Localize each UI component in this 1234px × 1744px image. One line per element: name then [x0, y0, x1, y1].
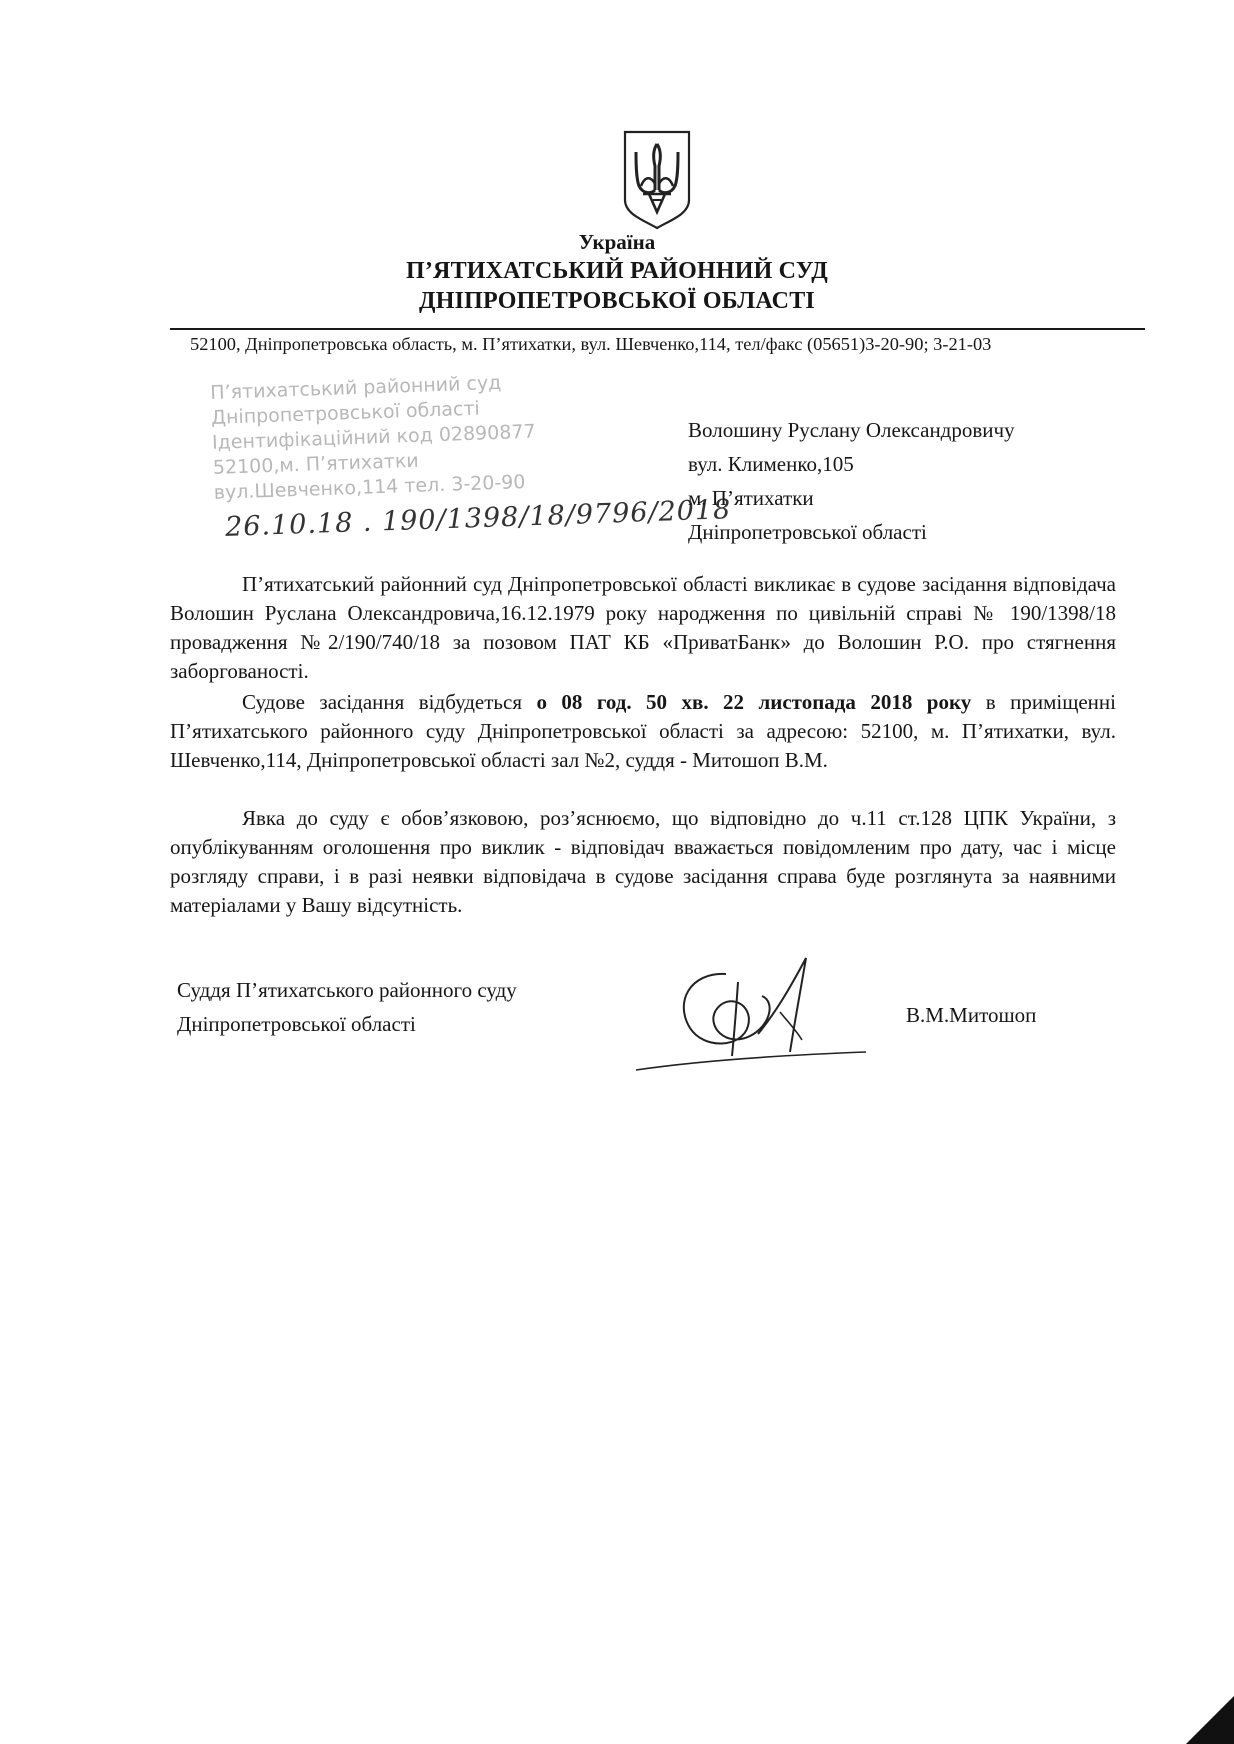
signer-title-line1: Суддя П’ятихатського районного суду	[177, 978, 517, 1002]
stamp-line: Ідентифікаційний код 02890877	[211, 420, 536, 454]
paragraph-text: Явка до суду є обов’язковою, роз’яснюємо, що відповідно до ч.11 ст.128 ЦПК України, з опублікуванням оголошення про виклик - відповідач вважається повідомленим про дату, час і місце розгляду справи, і в разі неявки відповідача в судове засідання справа буде розглянута за наявними матеріалами у Вашу відсутність.	[170, 806, 1116, 917]
recipient-name: Волошину Руслану Олександровичу	[688, 418, 1015, 442]
recipient-block	[688, 413, 1015, 549]
recipient-region: Дніпропетровської області	[688, 520, 927, 544]
recipient-street: вул. Клименко,105	[688, 452, 854, 476]
recipient-city: м. П’ятихатки	[688, 486, 814, 510]
signer-name: В.М.Митошоп	[906, 1003, 1037, 1027]
body-paragraph-1	[170, 570, 1116, 686]
country-heading: Україна	[578, 230, 656, 254]
body-paragraph-2	[170, 688, 1116, 775]
stamp-line: П’ятихатський районний суд	[209, 371, 502, 404]
hearing-intro: Судове засідання відбудеться	[242, 690, 537, 714]
stamp-line: вул.Шевченко,114 тел. 3-20-90	[213, 471, 526, 504]
court-name-line2: ДНІПРОПЕТРОВСЬКОЇ ОБЛАСТІ	[419, 288, 815, 314]
stamp-line: Дніпропетровської області	[210, 397, 481, 429]
signer-title	[177, 973, 517, 1041]
page-corner-mark	[1186, 1696, 1234, 1744]
body-paragraph-3	[170, 804, 1116, 920]
coat-of-arms-icon	[619, 128, 695, 230]
signer-title-line2: Дніпропетровської області	[177, 1012, 416, 1036]
hearing-location: в приміщенні П’ятихатського районного суду Дніпропетровської області за адресою: 52100, м. П’ятихатки, вул. Шевченко,114, Дніпропетровської області зал №2, суддя - Митошоп В.М.	[170, 690, 1116, 772]
registration-stamp	[210, 369, 554, 506]
court-name-line1: П’ЯТИХАТСЬКИЙ РАЙОННИЙ СУД	[405, 258, 828, 284]
hearing-datetime: о 08 год. 50 хв. 22 листопада 2018 року	[536, 690, 972, 714]
handwritten-signature	[630, 952, 870, 1082]
stamp-line: 52100,м. П’ятихатки	[212, 449, 420, 479]
paragraph-text: П’ятихатський районний суд Дніпропетровської області викликає в судове засідання відповідача Волошин Руслана Олександровича,16.12.1979 року народження по цивільній справі № 190/1398/18 провадження №2/190/740/18 за позовом ПАТ КБ «ПриватБанк» до Волошин Р.О. про стягнення заборгованості.	[170, 572, 1116, 683]
paragraph-text	[170, 688, 1116, 775]
court-address: 52100, Дніпропетровська область, м. П’ятихатки, вул. Шевченко,114, тел/факс (05651)3-20-90; 3-21-03	[190, 334, 992, 354]
header-divider	[170, 328, 1145, 330]
handwritten-registration-number: 26.10.18 . 190/1398/18/9796/2018	[224, 494, 732, 543]
